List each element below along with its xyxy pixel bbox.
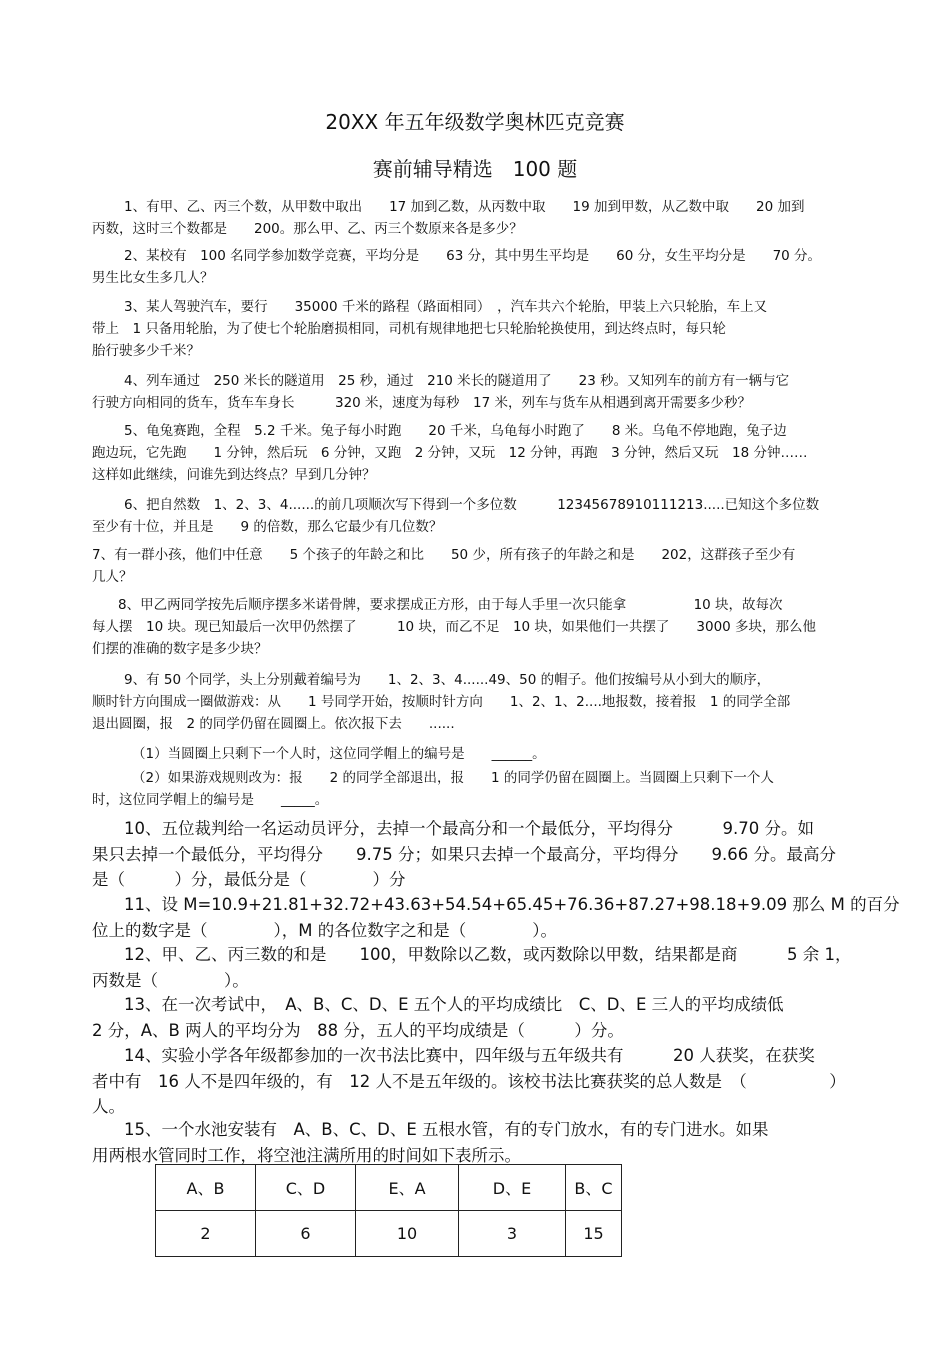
table-cell: 10 <box>356 1211 459 1257</box>
problem-15: 15、一个水池安装有 A、B、C、D、E 五根水管，有的专门放水，有的专门进水。如果 用两根水管同时工作，将空池注满所用的时间如下表所示。 <box>92 1120 769 1165</box>
problem-1: 1、有甲、乙、丙三个数，从甲数中取出 17 加到乙数，从丙数中取 19 加到甲数，从乙数中取 20 加到 丙数，这时三个数都是 200。那么甲、乙、丙三个数原来各是多少？ <box>92 199 805 237</box>
table-header-cell: D、E <box>459 1165 566 1211</box>
table-cell: 2 <box>156 1211 256 1257</box>
problem-8: 8、甲乙两同学按先后顺序摆多米诺骨牌，要求摆成正方形，由于每人手里一次只能拿 10 块，故每次 每人摆 10 块。现已知最后一次甲仍然摆了 10 块，而乙不足 10 块，如果他们一共摆了 3000 多块，那么他 们摆的准确的数字是多少块？ <box>92 597 817 657</box>
table-header-cell: B、C <box>566 1165 622 1211</box>
problem-4: 4、列车通过 250 米长的隧道用 25 秒，通过 210 米长的隧道用了 23 秒。又知列车的前方有一辆与它 行驶方向相同的货车，货车车身长 320 米，速度为每秒 17 米，列车与货车从相遇到离开需要多少秒？ <box>92 373 790 411</box>
problem-6: 6、把自然数 1、2、3、4......的前几项顺次写下得到一个多位数 12345678910111213.....已知这个多位数 至少有十位，并且是 9 的倍数，那么它最少有几位数？ <box>92 497 820 535</box>
page-title: 20XX 年五年级数学奥林匹克竞赛 <box>325 110 625 134</box>
table-cell: 3 <box>459 1211 566 1257</box>
table-header-cell: E、A <box>356 1165 459 1211</box>
problem-12: 12、甲、乙、丙三数的和是 100，甲数除以乙数，或丙数除以甲数，结果都是商 5 余 1， 丙数是（ ）。 <box>92 945 852 990</box>
problem-3: 3、某人驾驶汽车，要行 35000 千米的路程（路面相同） ，汽车共六个轮胎，甲装上六只轮胎，车上又 带上 1 只备用轮胎，为了使七个轮胎磨损相同，司机有规律地把七只轮胎轮换使用，到达终点时，每只轮 胎行驶多少千米？ <box>92 299 768 359</box>
problem-10: 10、五位裁判给一名运动员评分，去掉一个最高分和一个最低分，平均得分 9.70 分。如 果只去掉一个最低分，平均得分 9.75 分；如果只去掉一个最高分，平均得分 9.66 分。最高分 是（ ）分，最低分是（ ）分 <box>92 819 836 889</box>
table-header-cell: A、B <box>156 1165 256 1211</box>
table-header-cell: C、D <box>256 1165 356 1211</box>
problem-9: 9、有 50 个同学，头上分别戴着编号为 1、2、3、4......49、50 的帽子。他们按编号从小到大的顺序， 顺时针方向围成一圈做游戏：从 1 号同学开始，按顺时针方向 1、2、1、2....地报数，接着报 1 的同学全部 退出圆圈，报 2 的同学仍留在圆圈上。依次报下去 ...... <box>92 672 791 732</box>
problem-9-part-1: （1）当圆圈上只剩下一个人时，这位同学帽上的编号是 ______。 <box>132 746 546 762</box>
problem-5: 5、龟兔赛跑，全程 5.2 千米。兔子每小时跑 20 千米，乌龟每小时跑了 8 米。乌龟不停地跑，兔子边 跑边玩，它先跑 1 分钟，然后玩 6 分钟，又跑 2 分钟，又玩 12 分钟，再跑 3 分钟，然后又玩 18 分钟…… 这样如此继续，问谁先到达终点？早到几分钟？ <box>92 423 808 483</box>
pipe-time-table <box>155 1164 622 1257</box>
problem-14: 14、实验小学各年级都参加的一次书法比赛中，四年级与五年级共有 20 人获奖，在获奖 者中有 16 人不是四年级的，有 12 人不是五年级的。该校书法比赛获奖的总人数是 （ ） 人。 <box>92 1046 846 1116</box>
table-cell: 6 <box>256 1211 356 1257</box>
table-row <box>156 1211 622 1257</box>
table-header-row <box>156 1165 622 1211</box>
table-cell: 15 <box>566 1211 622 1257</box>
problem-7: 7、有一群小孩，他们中任意 5 个孩子的年龄之和比 50 少，所有孩子的年龄之和是 202，这群孩子至少有 几人？ <box>92 547 796 585</box>
page-subtitle: 赛前辅导精选 100 题 <box>372 157 578 181</box>
problem-9-part-2: （2）如果游戏规则改为：报 2 的同学全部退出，报 1 的同学仍留在圆圈上。当圆圈上只剩下一个人 时，这位同学帽上的编号是 _____。 <box>92 770 774 808</box>
problem-13: 13、在一次考试中， A、B、C、D、E 五个人的平均成绩比 C、D、E 三人的平均成绩低 2 分，A、B 两人的平均分为 88 分，五人的平均成绩是（ ）分。 <box>92 995 784 1040</box>
problem-2: 2、某校有 100 名同学参加数学竞赛，平均分是 63 分，其中男生平均是 60 分，女生平均分是 70 分。 男生比女生多几人？ <box>92 248 822 286</box>
problem-11: 11、设 M=10.9+21.81+32.72+43.63+54.54+65.45+76.36+87.27+98.18+9.09 那么 M 的百分 位上的数字是（ ），M 的各位数字之和是（ ）。 <box>92 895 900 940</box>
